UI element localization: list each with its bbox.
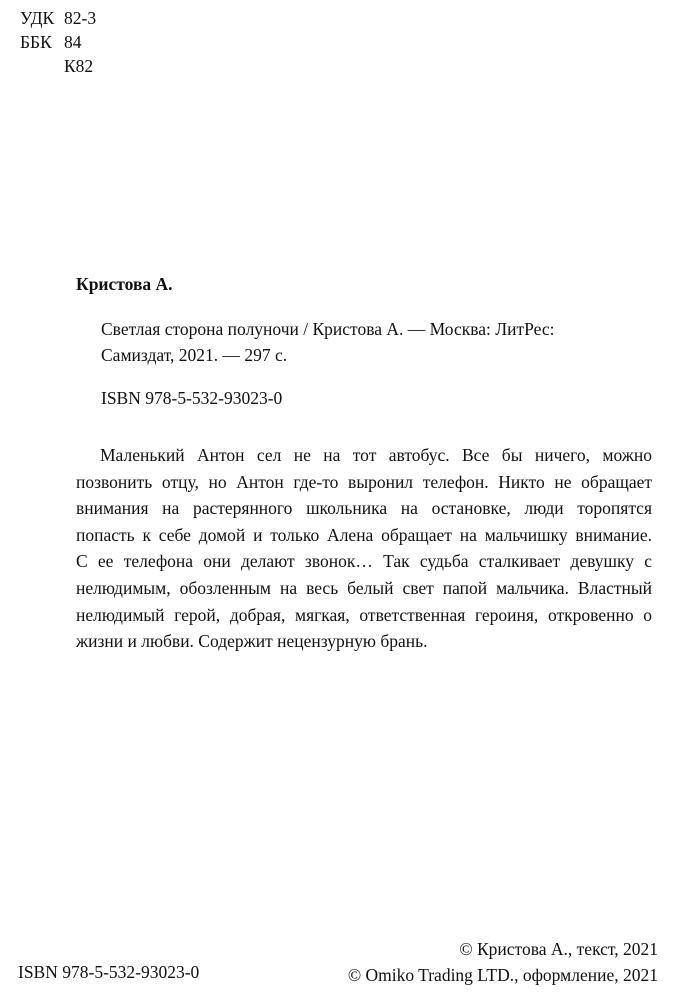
annotation xyxy=(76,442,652,655)
bbk-row xyxy=(20,30,96,54)
annotation-line: жизни и любви. Содержит нецензурную брань. xyxy=(76,631,428,652)
isbn: ISBN 978-5-532-93023-0 xyxy=(101,388,283,408)
annotation-line: нелюдимый герой, добрая, мягкая, ответственная героиня, откровенно о xyxy=(76,604,652,625)
copyright-block xyxy=(348,936,658,988)
udk-value: 82-3 xyxy=(64,8,97,28)
footer-isbn: ISBN 978-5-532-93023-0 xyxy=(18,962,200,982)
author-code-row xyxy=(20,54,96,78)
author-heading: Кристова А. xyxy=(76,274,173,294)
copyright-design: © Omiko Trading LTD., оформление, 2021 xyxy=(347,965,658,985)
annotation-line: позвонить отцу, но Антон где-то выронил телефон. Никто не обращает xyxy=(76,471,652,492)
annotation-line: нелюдимым, обозленным на весь белый свет папой мальчика. Властный xyxy=(76,577,652,598)
bibliographic-description xyxy=(101,316,621,368)
annotation-line: внимания на растерянного школьника на остановке, люди торопятся xyxy=(76,498,652,519)
biblio-line: Самиздат, 2021. — 297 с. xyxy=(101,345,288,365)
bbk-value: 84 xyxy=(64,32,82,52)
annotation-line: попасть к себе домой и только Алена обращает на мальчишку внимание. xyxy=(76,524,652,545)
annotation-line: Маленький Антон сел не на тот автобус. Все бы ничего, можно xyxy=(100,445,652,465)
annotation-line: С ее телефона они делают звонок… Так судьба сталкивает девушку с xyxy=(76,551,652,572)
udk-row xyxy=(20,6,96,30)
biblio-line: Светлая сторона полуночи / Кристова А. — Москва: ЛитРес: xyxy=(101,319,555,339)
copyright-text: © Кристова А., текст, 2021 xyxy=(459,939,658,959)
udk-label: УДК xyxy=(20,8,55,28)
bbk-label: ББК xyxy=(20,32,52,52)
author-code: К82 xyxy=(64,56,94,76)
classification-block xyxy=(20,6,96,78)
